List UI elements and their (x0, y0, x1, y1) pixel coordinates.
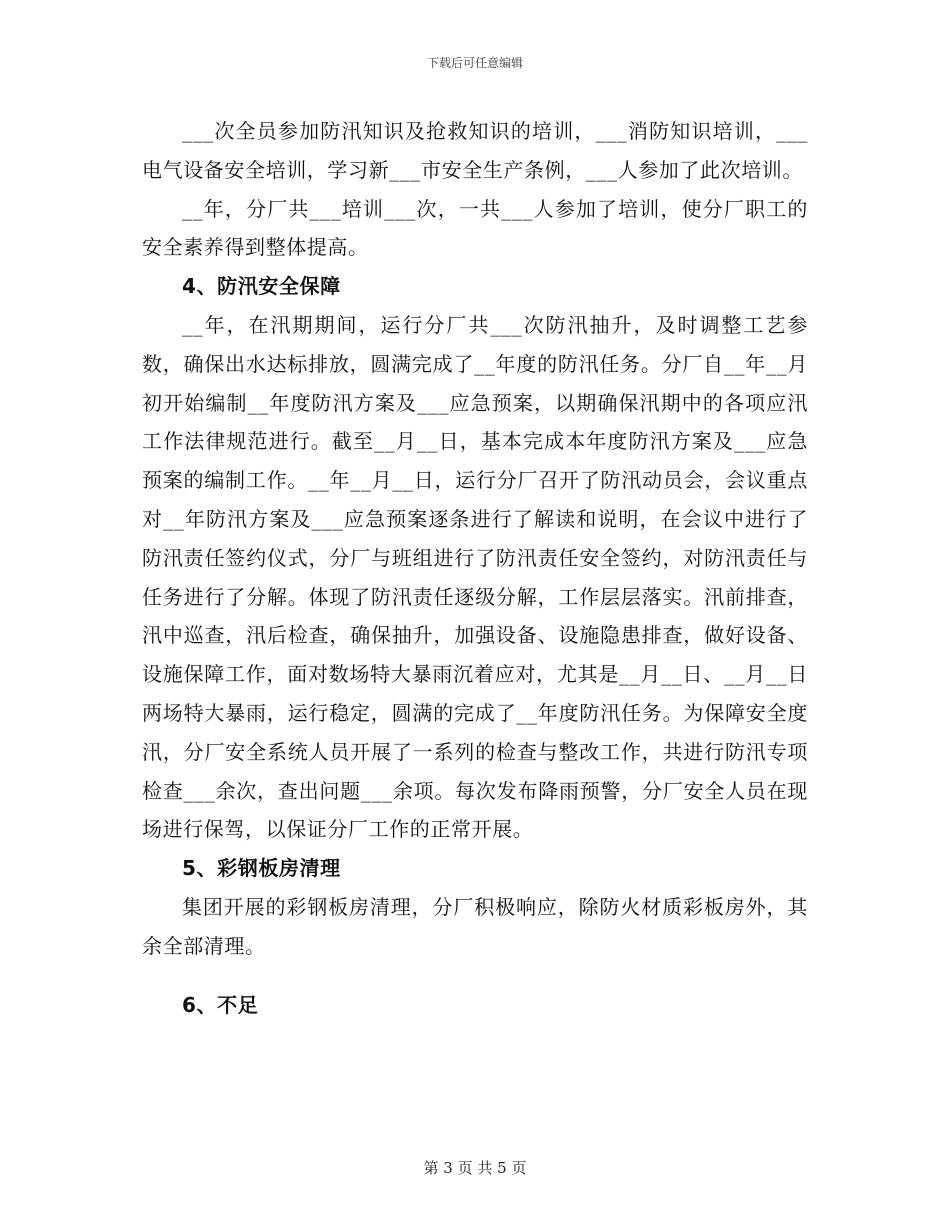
spacer (142, 966, 808, 986)
section-heading-flood-safety: 4、防汛安全保障 (182, 274, 341, 299)
page-footer: 第 3 页 共 5 页 (423, 1159, 527, 1177)
page-header: 下载后可任意编辑 (426, 56, 523, 70)
document-body (142, 112, 808, 1024)
paragraph-training-summary: __年，分厂共___培训___次，一共___人参加了培训，使分厂职工的安全素养得到整体提高。 (142, 196, 808, 260)
section-heading-steel-house-cleanup: 5、彩钢板房清理 (182, 856, 341, 881)
paragraph-training: ___次全员参加防汛知识及抢救知识的培训，___消防知识培训，___电气设备安全培训，学习新___市安全生产条例，___人参加了此次培训。 (142, 119, 808, 182)
paragraph-steel-house-cleanup: 集团开展的彩钢板房清理，分厂积极响应，除防火材质彩板房外，其余全部清理。 (142, 894, 808, 958)
paragraph-flood-safety: __年，在汛期期间，运行分厂共___次防汛抽升，及时调整工艺参数，确保出水达标排放，圆满完成了__年度的防汛任务。分厂自__年__月初开始编制__年度防汛方案及___应急预案，以期确保汛期中的各项应汛工作法律规范进行。截至__月__日，基本完成本年度防汛方案及___应急预案的编制工作。__年__月__日，运行分厂召开了防汛动员会，会议重点对__年防汛方案及___应急预案逐条进行了解读和说明，在会议中进行了防汛责任签约仪式，分厂与班组进行了防汛责任安全签约，对防汛责任与任务进行了分解。体现了防汛责任逐级分解，工作层层落实。汛前排查，汛中巡查，汛后检查，确保抽升，加强设备、设施隐患排查，做好设备、设施保障工作，面对数场特大暴雨沉着应对，尤其是__月__日、__月__日两场特大暴雨，运行稳定，圆满的完成了__年度防汛任务。为保障安全度汛，分厂安全系统人员开展了一系列的检查与整改工作，共进行防汛专项检查___余次，查出问题___余项。每次发布降雨预警，分厂安全人员在现场进行保驾，以保证分厂工作的正常开展。 (142, 312, 808, 842)
section-heading-shortcomings: 6、不足 (182, 992, 259, 1017)
